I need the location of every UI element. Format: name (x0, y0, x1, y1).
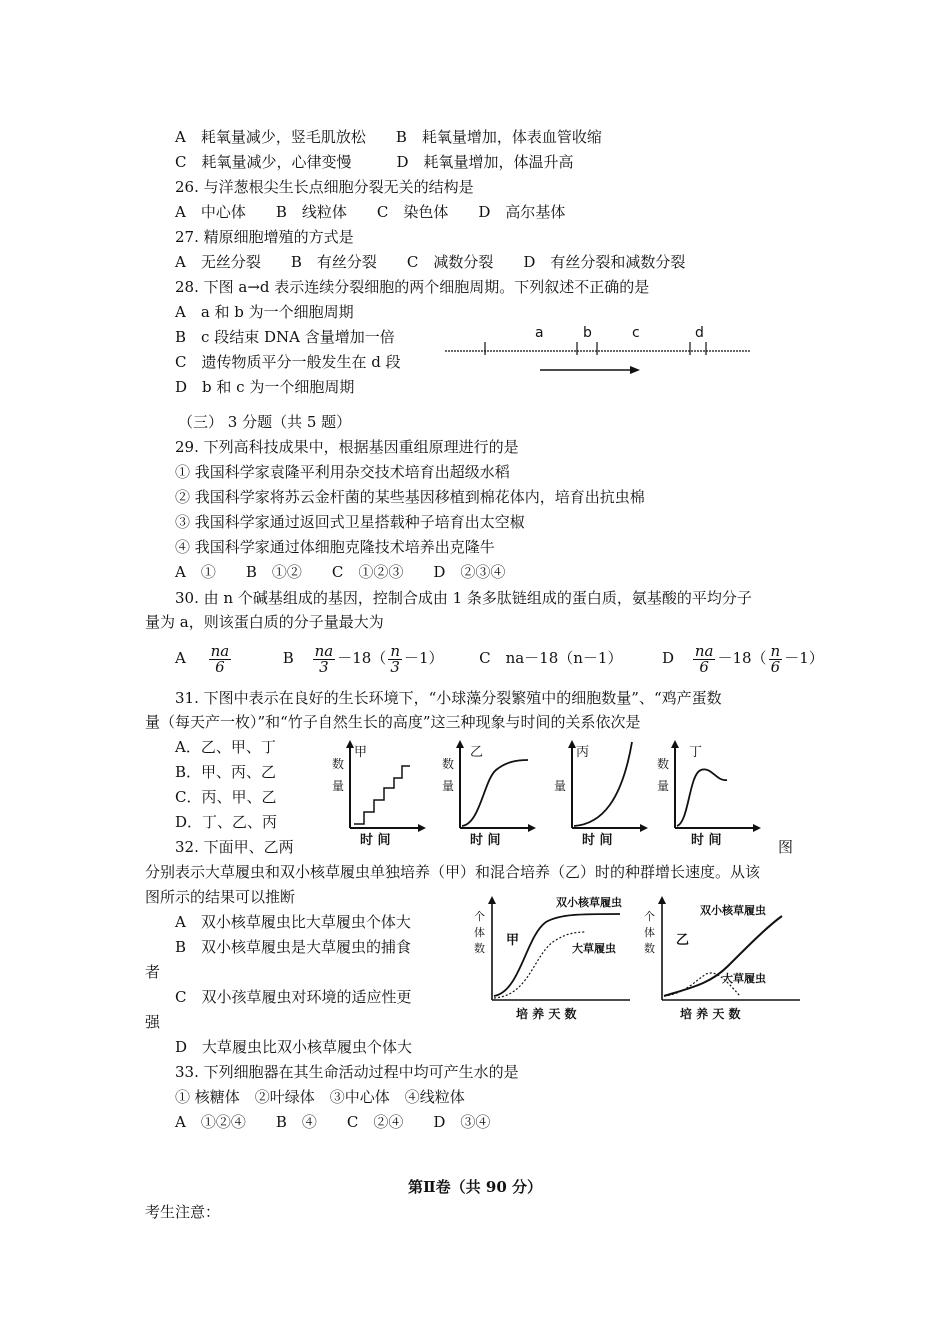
q32-graph-jia (470, 892, 640, 1022)
q31-stem: 31. 下图中表示在良好的生长环境下，“小球藻分裂繁殖中的细胞数量”、“鸡产蛋数 (175, 689, 722, 707)
species-label-a: 双小核草履虫 (556, 896, 622, 909)
q26-options: A 中心体 B 线粒体 C 染色体 D 高尔基体 (175, 203, 566, 221)
q32-option-a: A 双小核草履虫比大草履虫个体大 (175, 913, 411, 931)
q30-option-a-fraction (209, 641, 232, 676)
q25-options-line2: C 耗氧量减少，心律变慢 D 耗氧量增加，体温升高 (175, 153, 574, 171)
y-label-1: 个 (644, 910, 655, 923)
q25-options-line1: A 耗氧量减少，竖毛肌放松 B 耗氧量增加，体表血管收缩 (175, 128, 602, 146)
q27-options: A 无丝分裂 B 有丝分裂 C 减数分裂 D 有丝分裂和减数分裂 (175, 253, 686, 271)
y-label-bottom: 量 (442, 779, 455, 793)
q31-graph-bing (552, 740, 652, 850)
q32-stem-cont2: 图所示的结果可以推断 (145, 888, 296, 906)
cell-cycle-diagram (440, 315, 760, 385)
q30-option-d-end: －1） (784, 649, 824, 667)
q31-stem-cont: 量（每天产一枚）”和“竹子自然生长的高度”这三种现象与时间的关系依次是 (145, 713, 641, 731)
panel-title-yi: 乙 (676, 933, 690, 948)
q33-stem: 33. 下列细胞器在其生命活动过程中均可产生水的是 (175, 1063, 519, 1081)
species-label-a: 双小核草履虫 (700, 904, 766, 917)
frac-den: 6 (215, 657, 225, 676)
q29-item-1: ① 我国科学家袁隆平利用杂交技术培育出超级水稻 (175, 463, 510, 481)
cycle-label-d: d (695, 325, 704, 341)
y-label-bottom: 量 (554, 779, 567, 793)
x-label: 培 养 天 数 (516, 1007, 577, 1021)
q30-option-b-mid: －18（ (337, 649, 387, 667)
frac-num: n (390, 641, 400, 660)
q32-stem-cont: 分别表示大草履虫和双小核草履虫单独培养（甲）和混合培养（乙）时的种群增长速度。从该 (145, 863, 761, 881)
cycle-label-b: b (583, 325, 592, 341)
cycle-label-c: c (632, 325, 640, 341)
part-2-heading: 第Ⅱ卷（共 90 分） (408, 1178, 542, 1196)
frac-num: na (314, 641, 334, 660)
y-label-top: 数 (442, 757, 455, 771)
candidate-notice: 考生注意： (145, 1203, 221, 1221)
q31-graph-ding (655, 740, 765, 850)
q30-options (175, 638, 824, 678)
graph-title-bing: 丙 (576, 745, 590, 760)
q32-option-d: D 大草履虫比双小核草履虫个体大 (175, 1038, 413, 1056)
q31-option-d: D．丁、乙、丙 (175, 813, 278, 831)
q29-stem: 29. 下列高科技成果中，根据基因重组原理进行的是 (175, 438, 519, 456)
x-label: 培 养 天 数 (680, 1007, 741, 1021)
frac-num: n (770, 641, 781, 660)
x-label: 时 间 (360, 833, 391, 848)
q30-option-b-end: －1） (403, 649, 444, 667)
q30-option-b-label: B (282, 649, 294, 667)
frac-den: 3 (390, 657, 400, 676)
y-label-3: 数 (644, 942, 655, 955)
cycle-label-a: a (535, 325, 544, 341)
q31-option-c: C．丙、甲、乙 (175, 788, 277, 806)
q32-option-b: B 双小核草履虫是大草履虫的捕食 (175, 938, 412, 956)
q33-items: ① 核糖体 ②叶绿体 ③中心体 ④线粒体 (175, 1088, 465, 1106)
q27-stem: 27. 精原细胞增殖的方式是 (175, 228, 354, 246)
x-label: 时 间 (691, 833, 722, 848)
x-label: 时 间 (470, 833, 501, 848)
q30-option-d-fraction (693, 641, 716, 676)
q28-stem: 28. 下图 a→d 表示连续分裂细胞的两个细胞周期。下列叙述不正确的是 (175, 278, 650, 296)
y-label-top: 数 (332, 757, 345, 771)
y-label-2: 体 (474, 926, 485, 939)
y-label-3: 数 (474, 942, 485, 955)
x-label: 时 间 (582, 833, 613, 848)
q31-graph-jia (330, 740, 430, 850)
graph-title-yi: 乙 (470, 745, 484, 760)
q31-option-a: A．乙、甲、丁 (175, 738, 276, 756)
y-label-bottom: 量 (332, 779, 345, 793)
q29-item-2: ② 我国科学家将苏云金杆菌的某些基因移植到棉花体内，培育出抗虫棉 (175, 488, 645, 506)
q31-graph-yi (440, 740, 540, 850)
q29-item-3: ③ 我国科学家通过返回式卫星搭载种子培育出太空椒 (175, 513, 525, 531)
y-label-1: 个 (474, 910, 485, 923)
y-label-bottom: 量 (657, 779, 670, 793)
graph-title-ding: 丁 (689, 745, 703, 760)
frac-den: 3 (319, 657, 329, 676)
q28-option-c: C 遗传物质平分一般发生在 d 段 (175, 353, 401, 371)
q30-stem-cont: 量为 a，则该蛋白质的分子量最大为 (145, 613, 384, 631)
q30-option-d-fraction2 (769, 641, 783, 676)
species-label-b: 大草履虫 (572, 942, 616, 955)
q32-stem-tail: 图 (778, 838, 794, 856)
frac-den: 6 (770, 657, 781, 676)
y-label-top: 数 (657, 757, 670, 771)
section-3-heading: （三） 3 分题（共 5 题） (178, 413, 352, 431)
q30-option-a-label: A (175, 649, 186, 667)
frac-den: 6 (699, 657, 709, 676)
frac-num: na (210, 641, 230, 660)
q30-option-d-label: D (662, 649, 675, 667)
species-label-b: 大草履虫 (722, 972, 766, 985)
q26-stem: 26. 与洋葱根尖生长点细胞分裂无关的结构是 (175, 178, 474, 196)
q31-option-b: B．甲、丙、乙 (175, 763, 277, 781)
q32-stem: 32. 下面甲、乙两 (175, 838, 294, 856)
y-label-2: 体 (644, 926, 655, 939)
q28-option-a: A a 和 b 为一个细胞周期 (175, 303, 354, 321)
panel-title-jia: 甲 (506, 933, 520, 948)
frac-num: na (694, 641, 714, 660)
q32-graph-yi (640, 892, 810, 1022)
q30-option-c: C na－18（n－1） (479, 649, 623, 667)
q30-stem: 30. 由 n 个碱基组成的基因，控制合成由 1 条多肽链组成的蛋白质，氨基酸的平均分子 (175, 589, 752, 607)
q30-option-b-fraction2 (388, 641, 402, 676)
q33-options: A ①②④ B ④ C ②④ D ③④ (175, 1113, 491, 1131)
graph-title-jia: 甲 (354, 745, 368, 760)
q32-option-c-cont: 强 (145, 1013, 161, 1031)
q28-option-d: D b 和 c 为一个细胞周期 (175, 378, 355, 396)
q29-item-4: ④ 我国科学家通过体细胞克隆技术培养出克隆牛 (175, 538, 495, 556)
q28-option-b: B c 段结束 DNA 含量增加一倍 (175, 328, 395, 346)
q30-option-b-fraction (313, 641, 336, 676)
q32-option-c: C 双小孩草履虫对环境的适应性更 (175, 988, 412, 1006)
q30-option-d-mid: －18（ (717, 649, 767, 667)
q32-option-b-cont: 者 (145, 963, 161, 981)
q29-options: A ① B ①② C ①②③ D ②③④ (175, 563, 506, 581)
